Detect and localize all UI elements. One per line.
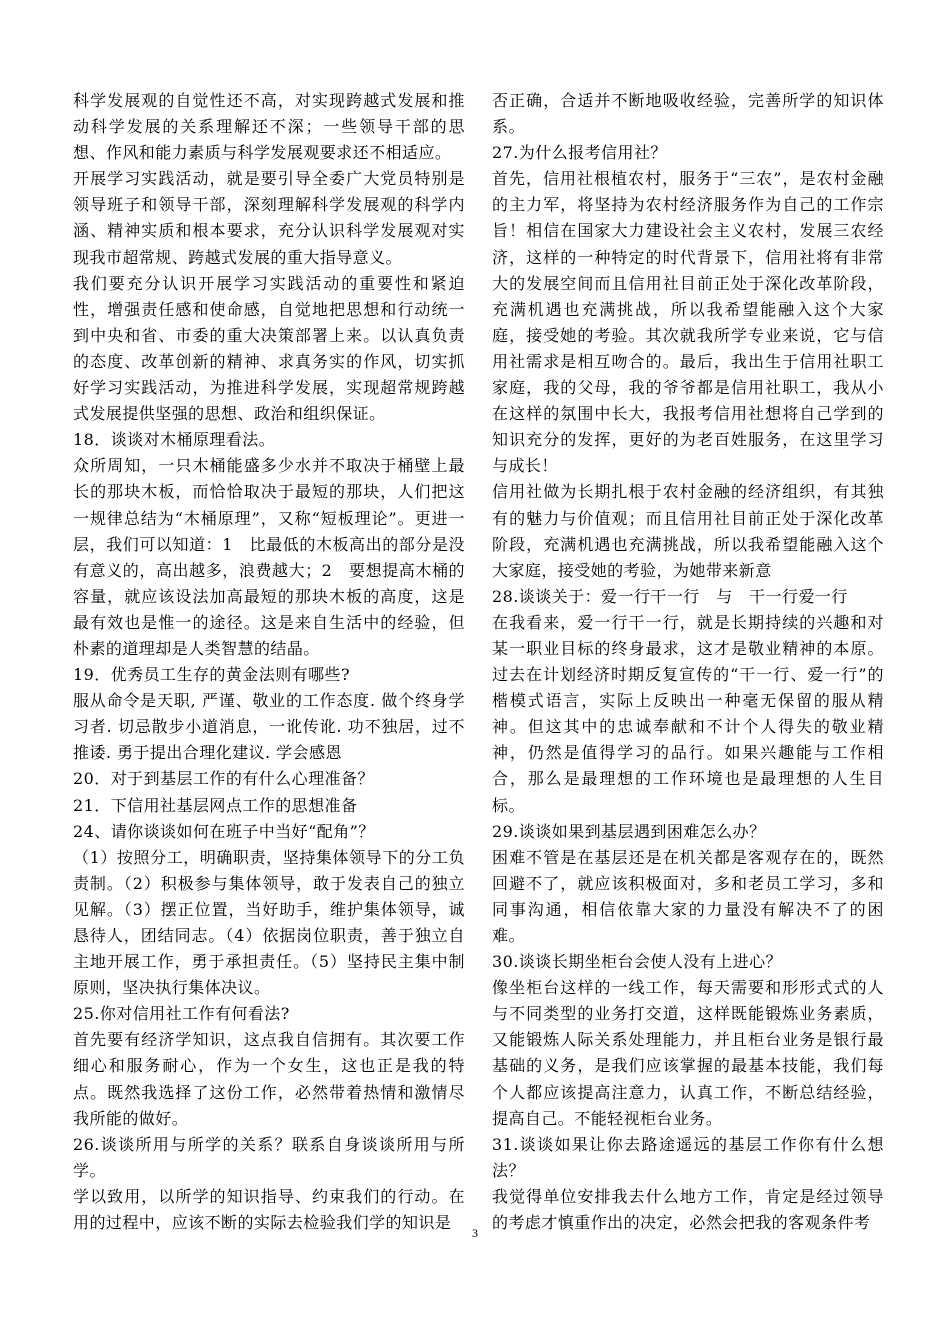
left-column (73, 88, 465, 1236)
answer-30: 像坐柜台这样的一线工作，每天需要和形形式式的人与不同类型的业务打交道，这样既能锻炼业务素质，又能锻炼人际关系处理能力，并且柜台业务是银行最基础的义务，是我们应该掌握的最基本技能，我们每个人都应该提高注意力，认真工作，不断总结经验，提高自己。不能轻视柜台业务。 (492, 978, 884, 1128)
answer-26-continued: 否正确，合适并不断地吸收经验，完善所学的知识体系。 (492, 91, 884, 137)
question-21-heading: 21．下信用社基层网点工作的思想准备 (73, 795, 358, 815)
paragraph: 科学发展观的自觉性还不高，对实现跨越式发展和推动科学发展的关系理解还不深；一些领导干部的思想、作风和能力素质与科学发展观要求还不相适应。 (73, 91, 465, 163)
question-19-heading: 19．优秀员工生存的黄金法则有哪些? (73, 665, 351, 685)
question-31-heading: 31.谈谈如果让你去路途遥远的基层工作你有什么想法？ (492, 1134, 884, 1180)
answer-27: 首先，信用社根植农村，服务于“三农”，是农村金融的主力军，将坚持为农村经济服务作为自己的工作宗旨！相信在国家大力建设社会主义农村，发展三农经济，这样的一种特定的时代背景下，信用社将有非常大的发展空间而且信用社目前正处于深化改革阶段，充满机遇也充满挑战，所以我希望能融入这个大家庭，接受她的考验。其次就我所学专业来说，它与信用社需求是相互吻合的。最后，我出生于信用社职工家庭，我的父母，我的爷爷都是信用社职工，我从小在这样的氛围中长大，我报考信用社想将自己学到的知识充分的发挥，更好的为老百姓服务，在这里学习与成长！ (492, 169, 884, 476)
question-26-heading: 26.谈谈所用与所学的关系？联系自身谈谈所用与所学。 (73, 1134, 465, 1180)
question-30-heading: 30.谈谈长期坐柜台会使人没有上进心？ (492, 952, 782, 972)
answer-27-supplement: 信用社做为长期扎根于农村金融的经济组织，有其独有的魅力与价值观；而且信用社目前正处于深化改革阶段，充满机遇也充满挑战，所以我希望能融入这个大家庭，接受她的考验，为她带来新意 (492, 482, 884, 580)
answer-18: 众所周知，一只木桶能盛多少水并不取决于桶壁上最长的那块木板，而恰恰取决于最短的那块，人们把这一规律总结为“木桶原理”，又称“短板理论”。更进一层，我们可以知道：1 比最低的木板高出的部分是没有意义的，高出越多，浪费越大；2 要想提高木桶的容量，就应该设法加高最短的那块木板的高度，这是最有效也是惟一的途径。这是来自生活中的经验，但朴素的道理却是人类智慧的结晶。 (73, 456, 465, 658)
question-25-heading: 25.你对信用社工作有何看法? (73, 1004, 290, 1024)
question-28-heading: 28.谈谈关于：爱一行干一行 与 干一行爱一行 (492, 586, 848, 606)
answer-25: 首先要有经济学知识，这点我自信拥有。其次要工作细心和服务耐心，作为一个女生，这也正是我的特点。既然我选择了这份工作，必然带着热情和激情尽我所能的做好。 (73, 1030, 465, 1128)
question-18-heading: 18．谈谈对木桶原理看法。 (73, 430, 276, 450)
answer-19: 服从命令是天职, 严谨、敬业的工作态度. 做个终身学习者. 切忌散步小道消息，一讹传讹. 功不独居，过不推诿. 勇于提出合理化建议. 学会感恩 (73, 691, 465, 763)
answer-31: 我觉得单位安排我去什么地方工作，肯定是经过领导的考虑才慎重作出的决定，必然会把我的客观条件考 (492, 1186, 884, 1233)
question-24-heading: 24、请你谈谈如何在班子中当好“配角”？ (73, 821, 375, 841)
answer-29: 困难不管是在基层还是在机关都是客观存在的，既然回避不了，就应该积极面对，多和老员工学习，多和同事沟通，相信依靠大家的力量没有解决不了的困难。 (492, 847, 884, 945)
question-29-heading: 29.谈谈如果到基层遇到困难怎么办？ (492, 821, 766, 841)
question-27-heading: 27.为什么报考信用社？ (492, 143, 667, 163)
answer-28: 在我看来，爱一行干一行，就是长期持续的兴趣和对某一职业目标的终身最求，这才是敬业精神的本原。过去在计划经济时期反复宣传的“干一行、爱一行”的楷模式语言，实际上反映出一种毫无保留的服从精神。但这其中的忠诚奉献和不计个人得失的敬业精神，仍然是值得学习的品行。如果兴趣能与工作相合，那么是最理想的工作环境也是最理想的人生目标。 (492, 612, 884, 815)
right-column (492, 88, 884, 1236)
answer-26: 学以致用，以所学的知识指导、约束我们的行动。在用的过程中，应该不断的实际去检验我们学的知识是 (73, 1186, 465, 1233)
paragraph: 我们要充分认识开展学习实践活动的重要性和紧迫性，增强责任感和使命感，自觉地把思想和行动统一到中央和省、市委的重大决策部署上来。以认真负责的态度、改革创新的精神、求真务实的作风，切实抓好学习实践活动，为推进科学发展，实现超常规跨越式发展提供坚强的思想、政治和组织保证。 (73, 273, 465, 424)
question-20-heading: 20．对于到基层工作的有什么心理准备？ (73, 769, 374, 789)
paragraph: 开展学习实践活动，就是要引导全委广大党员特别是领导班子和领导干部，深刻理解科学发展观的科学内涵、精神实质和根本要求，充分认识科学发展观对实现我市超常规、跨越式发展的重大指导意义。 (73, 169, 465, 267)
answer-24: （1）按照分工，明确职责，坚持集体领导下的分工负责制。（2）积极参与集体领导，敢于发表自己的独立见解。（3）摆正位置，当好助手，维护集体领导，诚恳待人，团结同志。（4）依据岗位职责，善于独立自主地开展工作，勇于承担责任。（5）坚持民主集中制原则，坚决执行集体决议。 (73, 847, 465, 998)
page-number: 3 (472, 1226, 478, 1240)
